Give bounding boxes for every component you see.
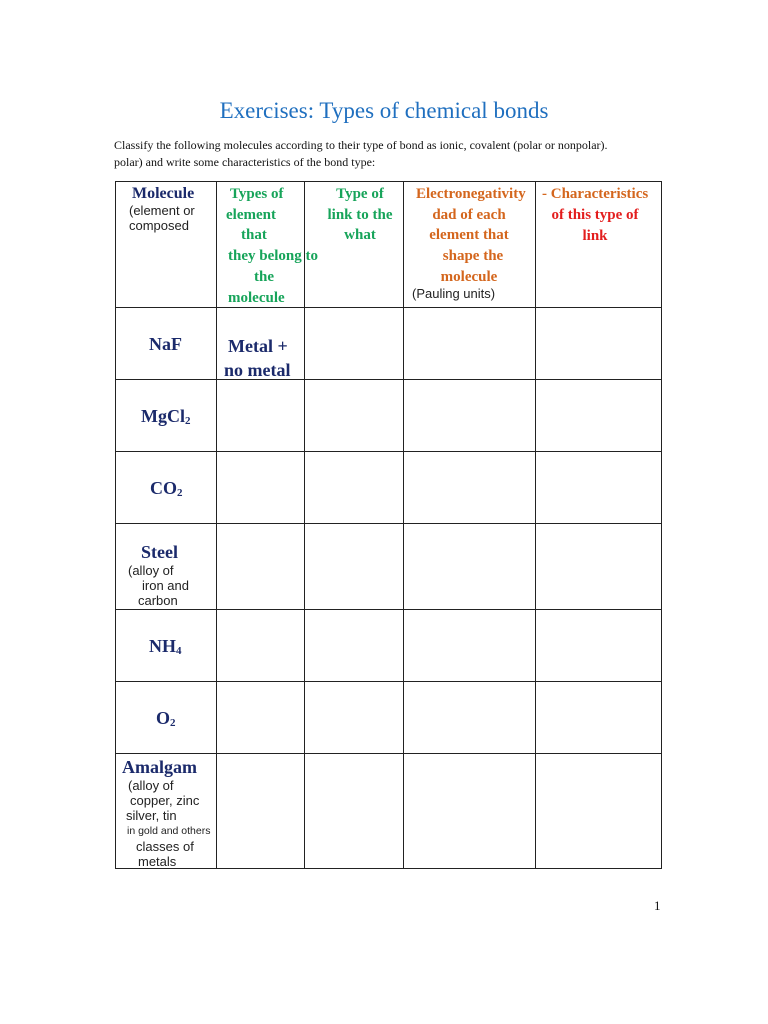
molecule-note: classes of bbox=[136, 838, 194, 854]
formula-base: NH bbox=[149, 636, 176, 656]
formula-subscript: 4 bbox=[176, 645, 182, 657]
formula-base: O bbox=[156, 708, 171, 728]
molecule-note: in gold and others bbox=[127, 824, 211, 837]
header-line: of this type of bbox=[551, 207, 639, 223]
table-line bbox=[115, 753, 662, 754]
formula-subscript: 2 bbox=[170, 717, 176, 729]
table-line bbox=[115, 681, 662, 682]
header-line: dad of each bbox=[432, 206, 506, 223]
instructions-line-1: Classify the following molecules according to their type of bond as ionic, covalent (polar or nonpolar). bbox=[114, 138, 608, 152]
header-characteristics-dash: - Characteristics bbox=[542, 186, 649, 202]
header-molecule-note: composed bbox=[129, 217, 189, 233]
molecule-note: (alloy of bbox=[128, 778, 174, 793]
header-line: Electronegativity bbox=[416, 186, 526, 202]
table-line bbox=[216, 181, 217, 869]
element-type-line: no metal bbox=[224, 360, 291, 380]
header-line: link bbox=[582, 227, 608, 244]
header-line: that bbox=[241, 227, 267, 244]
table-line bbox=[661, 181, 662, 869]
molecule-steel bbox=[126, 542, 189, 609]
header-molecule-title: Molecule bbox=[132, 185, 195, 202]
header-line: the bbox=[254, 268, 274, 285]
header-line: molecule bbox=[228, 289, 285, 306]
table-line bbox=[115, 181, 116, 869]
table-line bbox=[115, 307, 662, 308]
table-line bbox=[115, 523, 662, 524]
header-type-of-link bbox=[306, 184, 414, 246]
molecule-o2 bbox=[156, 708, 176, 729]
molecule-note: copper, zinc bbox=[130, 793, 200, 809]
table-line bbox=[115, 181, 662, 182]
molecule-note: (alloy of bbox=[128, 563, 174, 578]
molecule-amalgam bbox=[122, 757, 210, 869]
formula-base: CO bbox=[150, 478, 177, 498]
molecule-note: metals bbox=[138, 854, 177, 870]
table-line bbox=[535, 181, 536, 869]
molecule-name: Steel bbox=[141, 542, 178, 562]
molecule-note: silver, tin bbox=[126, 808, 177, 824]
formula-base: MgCl bbox=[141, 406, 185, 426]
instructions-line-2: polar) and write some characteristics of the bond type: bbox=[114, 155, 376, 169]
table-line bbox=[115, 379, 662, 380]
header-electronegativity bbox=[405, 184, 533, 288]
molecule-name: Amalgam bbox=[122, 757, 197, 777]
document-title: Exercises: Types of chemical bonds bbox=[219, 98, 549, 123]
formula-subscript: 2 bbox=[177, 487, 183, 499]
header-molecule-note: (element or bbox=[129, 202, 195, 218]
molecule-note: iron and bbox=[142, 578, 189, 594]
header-characteristics bbox=[537, 205, 653, 246]
element-types-naf bbox=[222, 334, 291, 382]
element-type-line: Metal + bbox=[228, 336, 288, 356]
header-line: element that bbox=[429, 227, 509, 244]
instructions bbox=[114, 137, 654, 171]
molecule-naf: NaF bbox=[149, 334, 182, 354]
header-line: element bbox=[226, 206, 276, 223]
header-line: Types of bbox=[230, 186, 284, 202]
table-line bbox=[115, 609, 662, 610]
molecule-nh4 bbox=[149, 636, 182, 657]
molecule-note: carbon bbox=[138, 593, 178, 609]
header-molecule bbox=[129, 184, 195, 233]
header-line: they belong to bbox=[228, 248, 318, 265]
table-line bbox=[403, 181, 404, 869]
header-line: shape the bbox=[442, 248, 504, 265]
header-line: Type of bbox=[336, 186, 384, 202]
formula-subscript: 2 bbox=[185, 415, 191, 427]
header-line: what bbox=[344, 227, 376, 244]
header-line: molecule bbox=[440, 268, 498, 285]
molecule-mgcl2 bbox=[141, 406, 191, 427]
header-line: link to the bbox=[327, 206, 393, 223]
electronegativity-unit: (Pauling units) bbox=[412, 286, 496, 301]
table-line bbox=[115, 451, 662, 452]
page-number: 1 bbox=[654, 898, 661, 913]
molecule-co2 bbox=[150, 478, 183, 499]
